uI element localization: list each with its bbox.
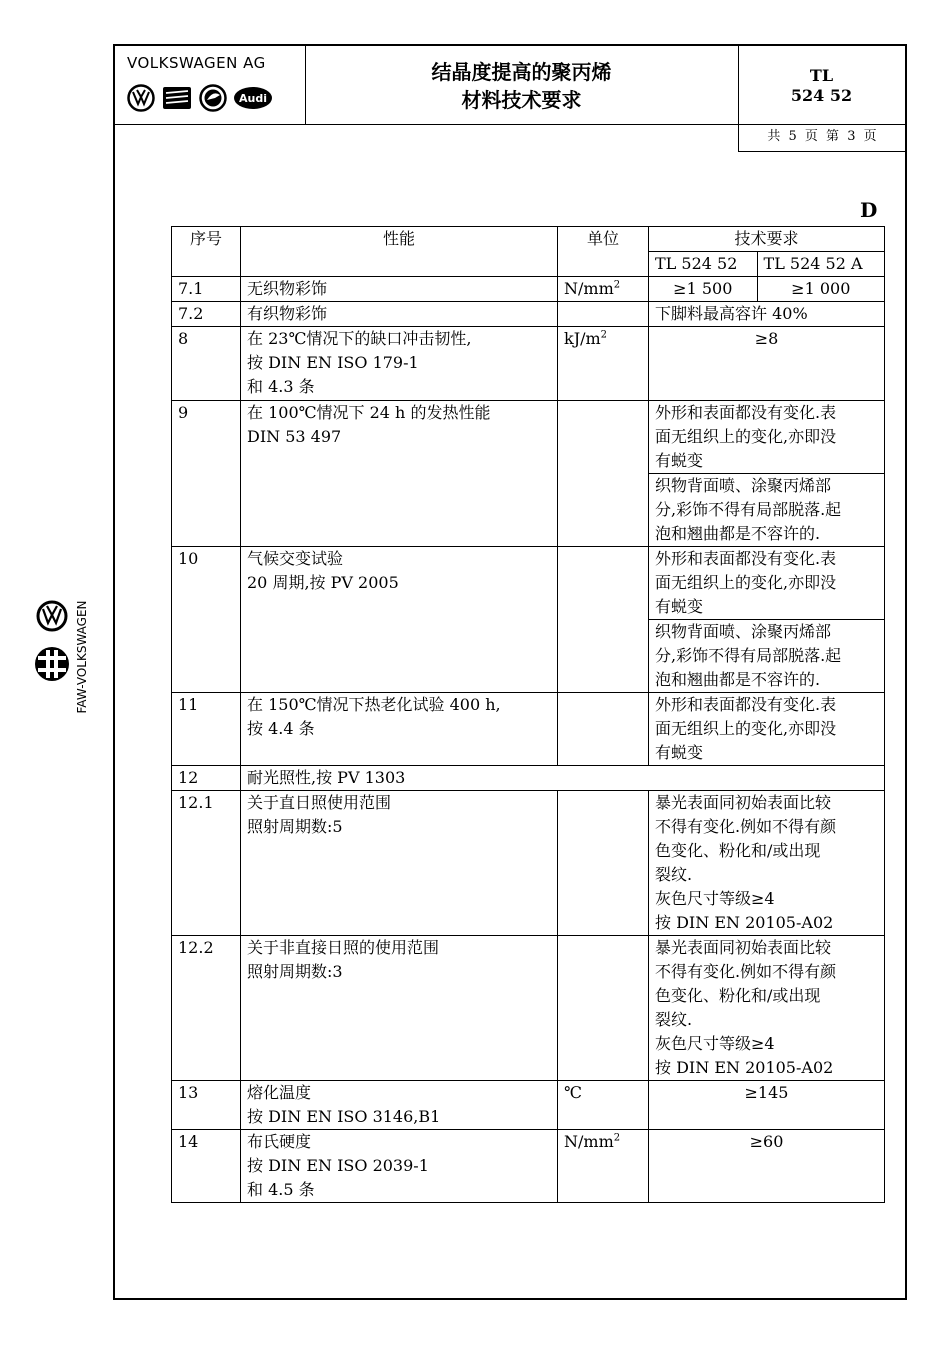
unit-sup: 2 — [613, 279, 621, 291]
row-no: 7.2 — [172, 302, 241, 327]
unit-base: N/mm — [564, 1132, 614, 1151]
row-no: 7.1 — [172, 277, 241, 302]
side-logo-group — [30, 596, 110, 736]
req-line: 外形和表面都没有变化.表 — [655, 695, 837, 714]
req-cell: 下脚料最高容许 40% — [649, 302, 885, 327]
req-line: 裂纹. — [655, 865, 693, 884]
table-row — [172, 401, 885, 474]
page-info: 共 5 页 第 3 页 — [738, 124, 905, 152]
property-line: 照射周期数:3 — [247, 962, 343, 981]
req-cell — [649, 791, 885, 936]
row-property — [241, 791, 558, 936]
req-line: 外形和表面都没有变化.表 — [655, 403, 837, 422]
req-line: 不得有变化.例如不得有颜 — [655, 962, 837, 981]
req-cell — [649, 693, 885, 766]
property-line: 按 DIN EN ISO 3146,B1 — [247, 1107, 441, 1126]
row-unit: ℃ — [558, 1081, 649, 1130]
req-line: 有蜕变 — [655, 451, 704, 470]
req-line: 暴光表面同初始表面比较 — [655, 938, 832, 957]
property-line: 在 150℃情况下热老化试验 400 h, — [247, 695, 501, 714]
req-line: 灰色尺寸等级≥4 — [655, 889, 775, 908]
unit-sup: 2 — [600, 329, 608, 341]
req-cell — [649, 474, 885, 547]
property-line: DIN 53 497 — [247, 427, 342, 446]
row-unit — [558, 277, 649, 302]
property-line: 气候交变试验 — [247, 549, 344, 568]
req-line: 织物背面喷、涂聚丙烯部 — [655, 476, 832, 495]
req-line: 泡和翘曲都是不容许的. — [655, 524, 821, 543]
req-line: 分,彩饰不得有局部脱落.起 — [655, 500, 842, 519]
row-no: 9 — [172, 401, 241, 547]
req-line: 面无组织上的变化,亦即没 — [655, 719, 837, 738]
req-line: 按 DIN EN 20105-A02 — [655, 913, 834, 932]
faw-vw-logo-icon — [30, 596, 70, 736]
table-row — [172, 936, 885, 1081]
property-line: 耐光照性,按 PV 1303 — [247, 768, 406, 787]
row-unit — [558, 1130, 649, 1203]
header-no: 序号 — [172, 227, 241, 277]
req-line: 按 DIN EN 20105-A02 — [655, 1058, 834, 1077]
req-col-a: ≥1 500 — [649, 277, 758, 302]
table-row — [172, 766, 885, 791]
standard-block — [738, 46, 905, 124]
property-line: 照射周期数:5 — [247, 817, 343, 836]
req-line: 灰色尺寸等级≥4 — [655, 1034, 775, 1053]
req-line: 不得有变化.例如不得有颜 — [655, 817, 837, 836]
req-line: 织物背面喷、涂聚丙烯部 — [655, 622, 832, 641]
row-no: 14 — [172, 1130, 241, 1203]
audi-icon — [233, 84, 273, 112]
table-row — [172, 302, 885, 327]
req-cell — [649, 936, 885, 1081]
property-line: 按 DIN EN ISO 2039-1 — [247, 1156, 429, 1175]
property-line: 有织物彩饰 — [247, 304, 328, 323]
table-row — [172, 547, 885, 620]
req-line: 分,彩饰不得有局部脱落.起 — [655, 646, 842, 665]
table-row — [172, 791, 885, 936]
page-frame — [113, 44, 907, 1300]
property-line: 20 周期,按 PV 2005 — [247, 573, 399, 592]
property-line: 和 4.5 条 — [247, 1180, 315, 1199]
req-cell: ≥8 — [649, 327, 885, 401]
side-label-text: FAW-VOLKSWAGEN — [75, 600, 89, 714]
req-line: 色变化、粉化和/或出现 — [655, 986, 821, 1005]
property-line: 无织物彩饰 — [247, 279, 328, 298]
row-property — [241, 936, 558, 1081]
row-unit — [558, 936, 649, 1081]
unit-base: kJ/m — [564, 329, 601, 348]
vw-icon — [125, 84, 157, 112]
row-no: 8 — [172, 327, 241, 401]
company-block — [115, 46, 306, 124]
standard-number: 524 52 — [790, 86, 853, 105]
spec-table — [171, 226, 885, 1203]
row-property — [241, 693, 558, 766]
audi-logo-text: Audi — [239, 92, 267, 105]
property-line: 按 DIN EN ISO 179-1 — [247, 353, 419, 372]
company-name: VOLKSWAGEN AG — [127, 54, 266, 72]
row-no: 13 — [172, 1081, 241, 1130]
header-col-a: TL 524 52 — [649, 252, 758, 277]
skoda-icon — [197, 84, 229, 112]
row-property — [241, 1081, 558, 1130]
standard-prefix: TL — [809, 66, 834, 85]
property-line: 在 23℃情况下的缺口冲击韧性, — [247, 329, 472, 348]
table-row — [172, 1130, 885, 1203]
req-line: 有蜕变 — [655, 743, 704, 762]
row-unit — [558, 302, 649, 327]
row-property — [241, 547, 558, 693]
row-property — [241, 302, 558, 327]
req-col-b: ≥1 000 — [757, 277, 884, 302]
row-no: 12.2 — [172, 936, 241, 1081]
document-subtitle: 材料技术要求 — [461, 88, 582, 112]
row-unit — [558, 693, 649, 766]
brand-logos — [125, 84, 273, 112]
req-line: 泡和翘曲都是不容许的. — [655, 670, 821, 689]
header-col-b: TL 524 52 A — [757, 252, 884, 277]
row-unit — [558, 401, 649, 547]
row-no: 11 — [172, 693, 241, 766]
req-cell: ≥145 — [649, 1081, 885, 1130]
row-property — [241, 277, 558, 302]
row-property — [241, 1130, 558, 1203]
row-property — [241, 327, 558, 401]
table-header-row — [172, 227, 885, 252]
property-line: 按 4.4 条 — [247, 719, 315, 738]
row-property — [241, 766, 885, 791]
document-title: 结晶度提高的聚丙烯 — [431, 60, 612, 84]
property-line: 在 100℃情况下 24 h 的发热性能 — [247, 403, 491, 422]
property-line: 关于非直接日照的使用范围 — [247, 938, 440, 957]
table-row — [172, 277, 885, 302]
req-line: 面无组织上的变化,亦即没 — [655, 427, 837, 446]
property-line: 和 4.3 条 — [247, 377, 315, 396]
property-line: 关于直日照使用范围 — [247, 793, 392, 812]
header-property: 性能 — [241, 227, 558, 277]
document-header — [115, 46, 905, 125]
req-cell — [649, 401, 885, 474]
revision-letter: D — [860, 198, 878, 222]
property-line: 布氏硬度 — [247, 1132, 312, 1151]
title-block — [305, 46, 739, 124]
req-cell — [649, 620, 885, 693]
row-unit — [558, 327, 649, 401]
property-line: 熔化温度 — [247, 1083, 312, 1102]
req-cell: ≥60 — [649, 1130, 885, 1203]
req-line: 有蜕变 — [655, 597, 704, 616]
unit-sup: 2 — [613, 1132, 621, 1144]
table-row — [172, 693, 885, 766]
req-line: 裂纹. — [655, 1010, 693, 1029]
req-cell — [649, 547, 885, 620]
row-unit — [558, 791, 649, 936]
header-unit: 单位 — [558, 227, 649, 277]
row-unit — [558, 547, 649, 693]
req-line: 暴光表面同初始表面比较 — [655, 793, 832, 812]
req-line: 面无组织上的变化,亦即没 — [655, 573, 837, 592]
row-no: 12.1 — [172, 791, 241, 936]
unit-base: N/mm — [564, 279, 614, 298]
seat-icon — [161, 84, 193, 112]
header-requirements: 技术要求 — [649, 227, 885, 252]
row-no: 12 — [172, 766, 241, 791]
req-line: 色变化、粉化和/或出现 — [655, 841, 821, 860]
side-label — [72, 590, 92, 730]
req-line: 外形和表面都没有变化.表 — [655, 549, 837, 568]
table-row — [172, 327, 885, 401]
row-no: 10 — [172, 547, 241, 693]
row-property — [241, 401, 558, 547]
table-row — [172, 1081, 885, 1130]
